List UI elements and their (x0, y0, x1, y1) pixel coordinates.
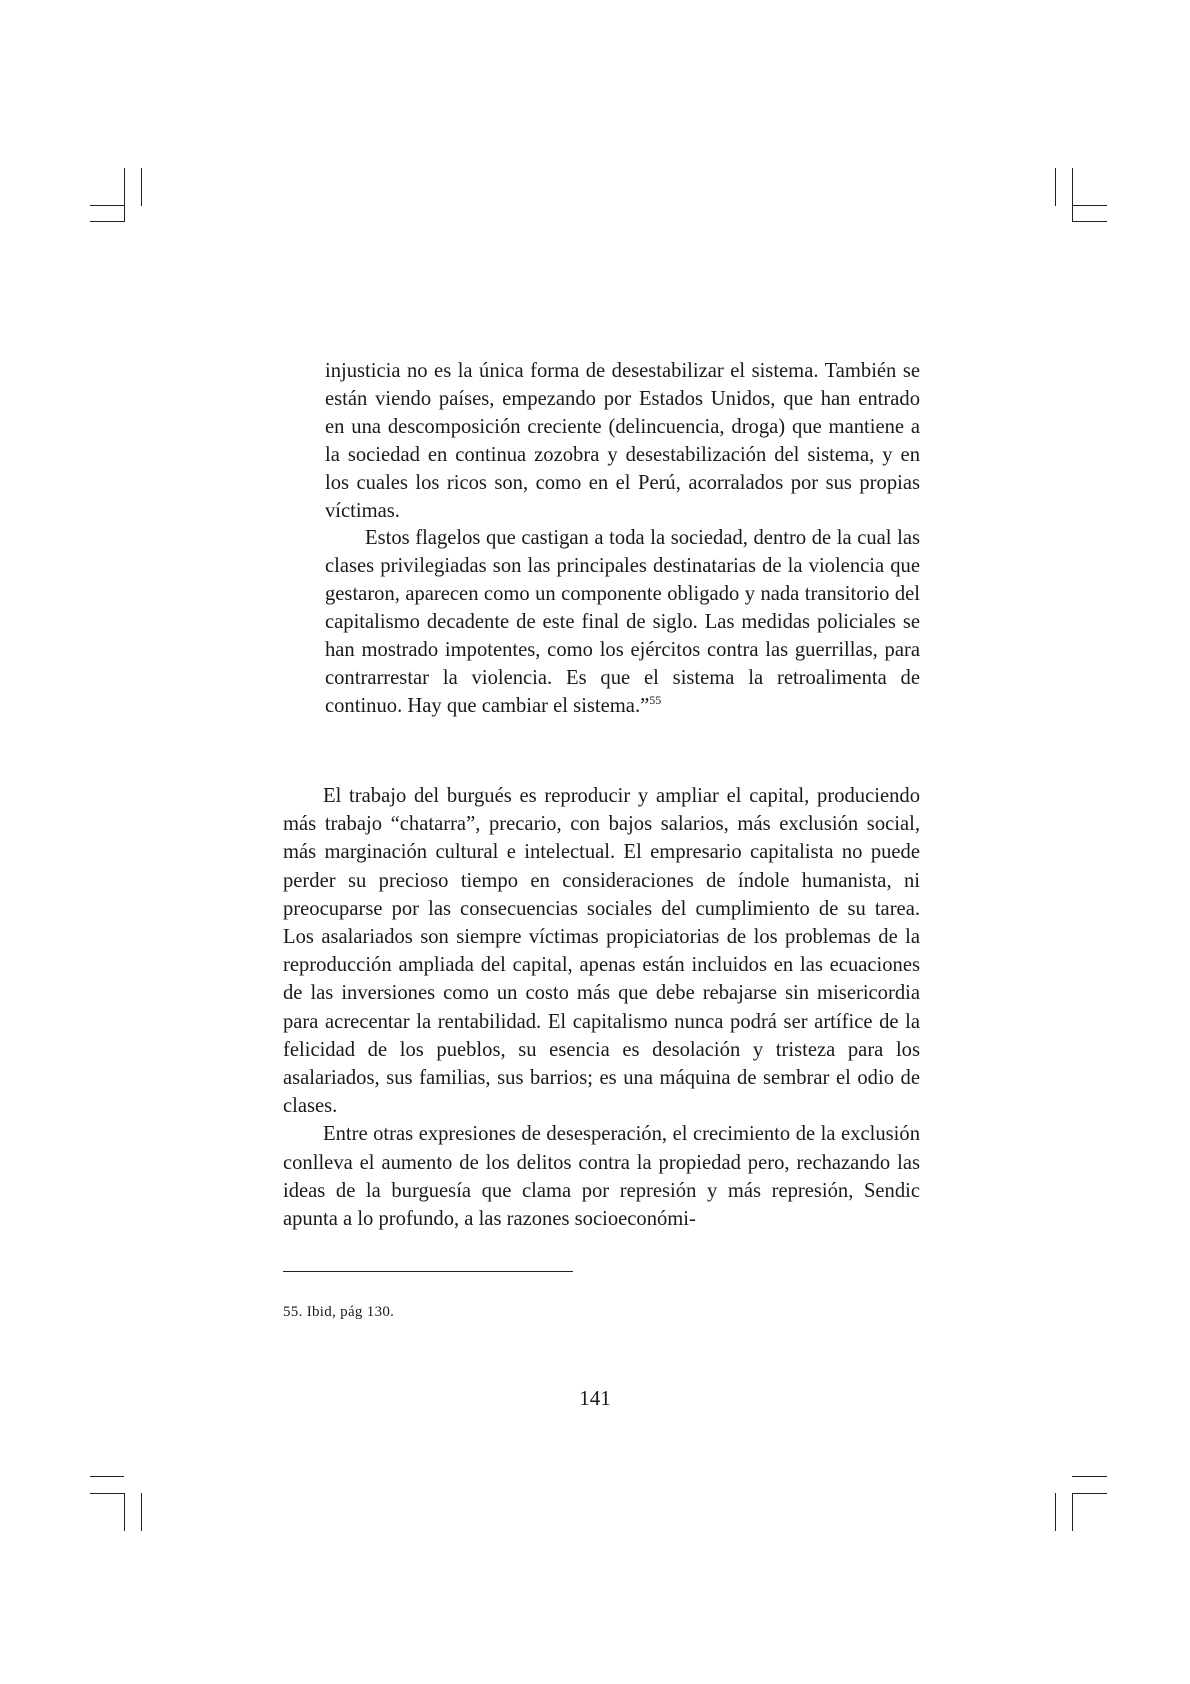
page-number: 141 (579, 1386, 611, 1410)
quote-paragraph (325, 525, 920, 720)
footnote: 55. Ibid, pág 130. (283, 1304, 395, 1320)
footnote-separator (283, 1271, 573, 1272)
block-quotation (325, 358, 920, 721)
body-paragraph: Entre otras expresiones de desesperación, el crecimiento de la exclusión conlleva el aumento de los delitos contra la propiedad pero, rechazando las ideas de la burguesía que clama por represión y más represión, Sendic apunta a lo profundo, a las razones socioeconómi- (283, 1123, 920, 1231)
quote-paragraph: injusticia no es la única forma de desestabilizar el sistema. También se están viendo países, empezando por Estados Unidos, que han entrado en una descomposición creciente (delincuencia, droga) que mantiene a la sociedad en continua zozobra y desestabilización del sistema, y en los cuales los ricos son, como en el Perú, acorralados por sus propias víctimas. (325, 360, 920, 522)
body-text (283, 782, 920, 1233)
body-paragraph: El trabajo del burgués es reproducir y ampliar el capital, produciendo más trabajo “chatarra”, precario, con bajos salarios, más exclusión social, más marginación cultural e intelectual. El empresario capitalista no puede perder su precioso tiempo en consideraciones de índole humanista, ni preocuparse por las consecuencias sociales del cumplimiento de su tarea. Los asalariados son siempre víctimas propiciatorias de los problemas de la reproducción ampliada del capital, apenas están incluidos en las ecuaciones de las inversiones como un costo más que debe rebajarse sin misericordia para acrecentar la rentabilidad. El capitalismo nunca podrá ser artífice de la felicidad de los pueblos, su esencia es desolación y tristeza para los asalariados, sus familias, sus barrios; es una máquina de sembrar el odio de clases. (283, 785, 920, 1118)
footnote-reference: 55 (649, 693, 662, 708)
quote-paragraph-text: Estos flagelos que castigan a toda la sociedad, dentro de la cual las clases privilegiadas son las principales destinatarias de la violencia que gestaron, aparecen como un componente obligado y nada transitorio del capitalismo decadente de este final de siglo. Las medidas policiales se han mostrado impotentes, como los ejércitos contra las guerrillas, para contrarrestar la violencia. Es que el sistema la retroalimenta de continuo. Hay que cambiar el sistema.” (325, 527, 920, 717)
